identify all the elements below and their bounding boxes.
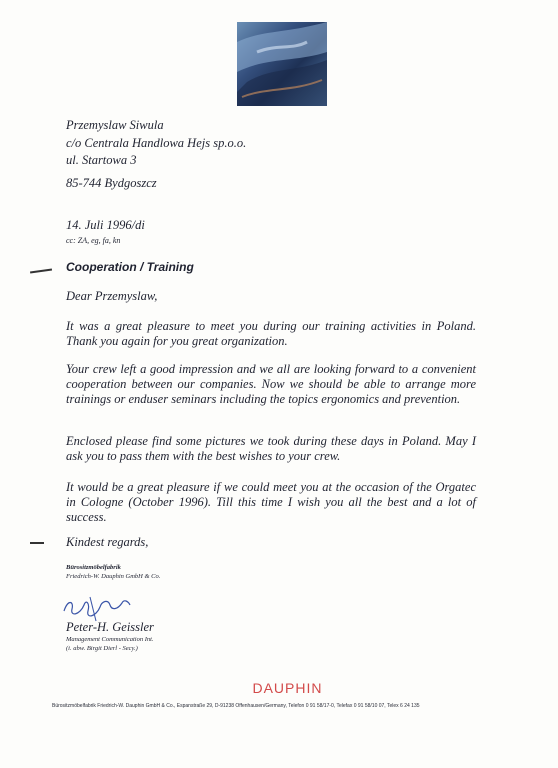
subject-line: Cooperation / Training (66, 260, 194, 274)
paragraph-2: Your crew left a good impression and we all are looking forward to a convenient cooperation between our companies. Now we should be able to arrange more trainings or enduser seminars including the topics ergonomics and prevention. (66, 362, 476, 406)
handwritten-signature-icon (60, 593, 134, 623)
footer-address: Bürositzmöbelfabrik Friedrich-W. Dauphin GmbH & Co., Espanstraße 29, D-91238 Offenhausen/Germany, Telefon 0 91 58/17-0, Telefax 0 91 58/10 07, Telex 6 24 135 (52, 703, 420, 709)
recipient-address (66, 117, 246, 170)
paragraph-1: It was a great pleasure to meet you during our training activities in Poland. Thank you again for you great organization. (66, 319, 476, 348)
signer-note: (i. abw. Birgit Dierl - Secy.) (66, 645, 138, 652)
closing: Kindest regards, (66, 535, 149, 549)
salutation: Dear Przemyslaw, (66, 289, 158, 303)
company-line-2: Friedrich-W. Dauphin GmbH & Co. (66, 573, 161, 580)
recipient-name: Przemyslaw Siwula (66, 118, 164, 132)
signer-block (66, 620, 154, 653)
brand-logo: DAUPHIN (252, 680, 323, 696)
fold-mark (30, 542, 44, 544)
cc-line: cc: ZA, eg, fa, kn (66, 236, 121, 245)
company-block (66, 563, 160, 581)
company-line-1: Bürositzmöbelfabrik (66, 564, 121, 571)
recipient-street: ul. Startowa 3 (66, 153, 137, 167)
paragraph-3: Enclosed please find some pictures we took during these days in Poland. May I ask you to pass them with the best wishes to your crew. (66, 434, 476, 463)
punch-mark (30, 268, 52, 273)
signer-title: Management Communication Int. (66, 636, 154, 643)
letter-date: 14. Juli 1996/di (66, 218, 145, 232)
paragraph-4: It would be a great pleasure if we could meet you at the occasion of the Orgatec in Cologne (October 1996). Till this time I wish you all the best and a lot of success. (66, 480, 476, 524)
sculpture-photo-icon (237, 22, 327, 106)
recipient-care-of: c/o Centrala Handlowa Hejs sp.o.o. (66, 135, 247, 150)
signer-name: Peter-H. Geissler (66, 620, 154, 634)
recipient-city: 85-744 Bydgoszcz (66, 176, 157, 190)
